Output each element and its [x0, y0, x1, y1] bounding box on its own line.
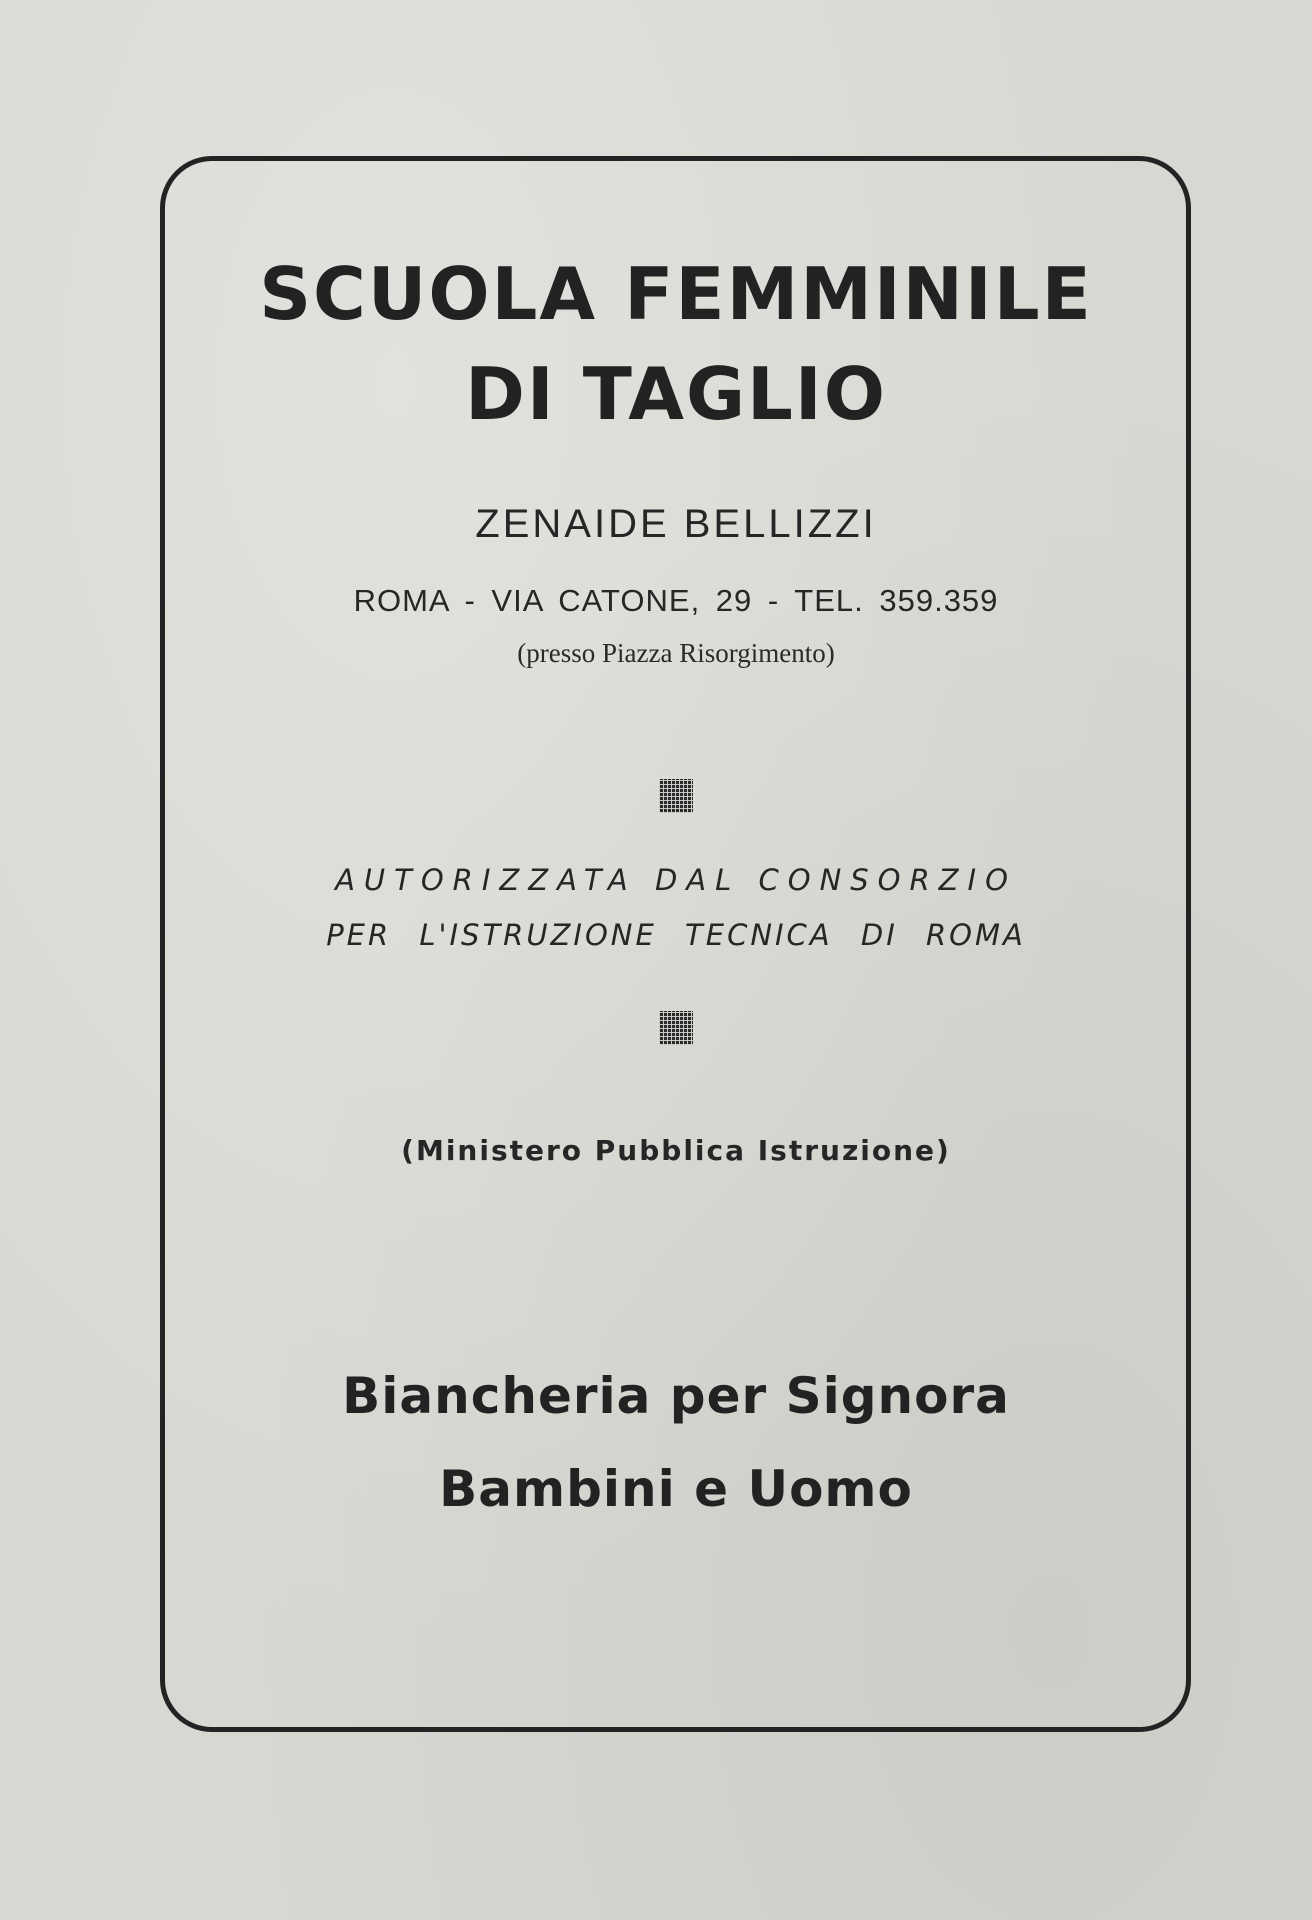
school-title-line-1: SCUOLA FEMMINILE: [259, 252, 1093, 336]
offer-line-2: Bambini e Uomo: [439, 1460, 913, 1518]
square-ornament-icon: [659, 779, 693, 813]
location-note: (presso Piazza Risorgimento): [517, 638, 835, 668]
address-line: ROMA - VIA CATONE, 29 - TEL. 359.359: [353, 583, 999, 618]
ministry-note: (Ministero Pubblica Istruzione): [401, 1134, 951, 1167]
square-ornament-icon: [659, 1011, 693, 1045]
authorization-line-2: PER L'ISTRUZIONE TECNICA DI ROMA: [326, 918, 1026, 952]
owner-name: ZENAIDE BELLIZZI: [475, 502, 877, 546]
authorization-line-1: AUTORIZZATA DAL CONSORZIO: [335, 863, 1017, 897]
offer-line-1: Biancheria per Signora: [342, 1367, 1010, 1425]
school-title-line-2: DI TAGLIO: [465, 352, 887, 436]
